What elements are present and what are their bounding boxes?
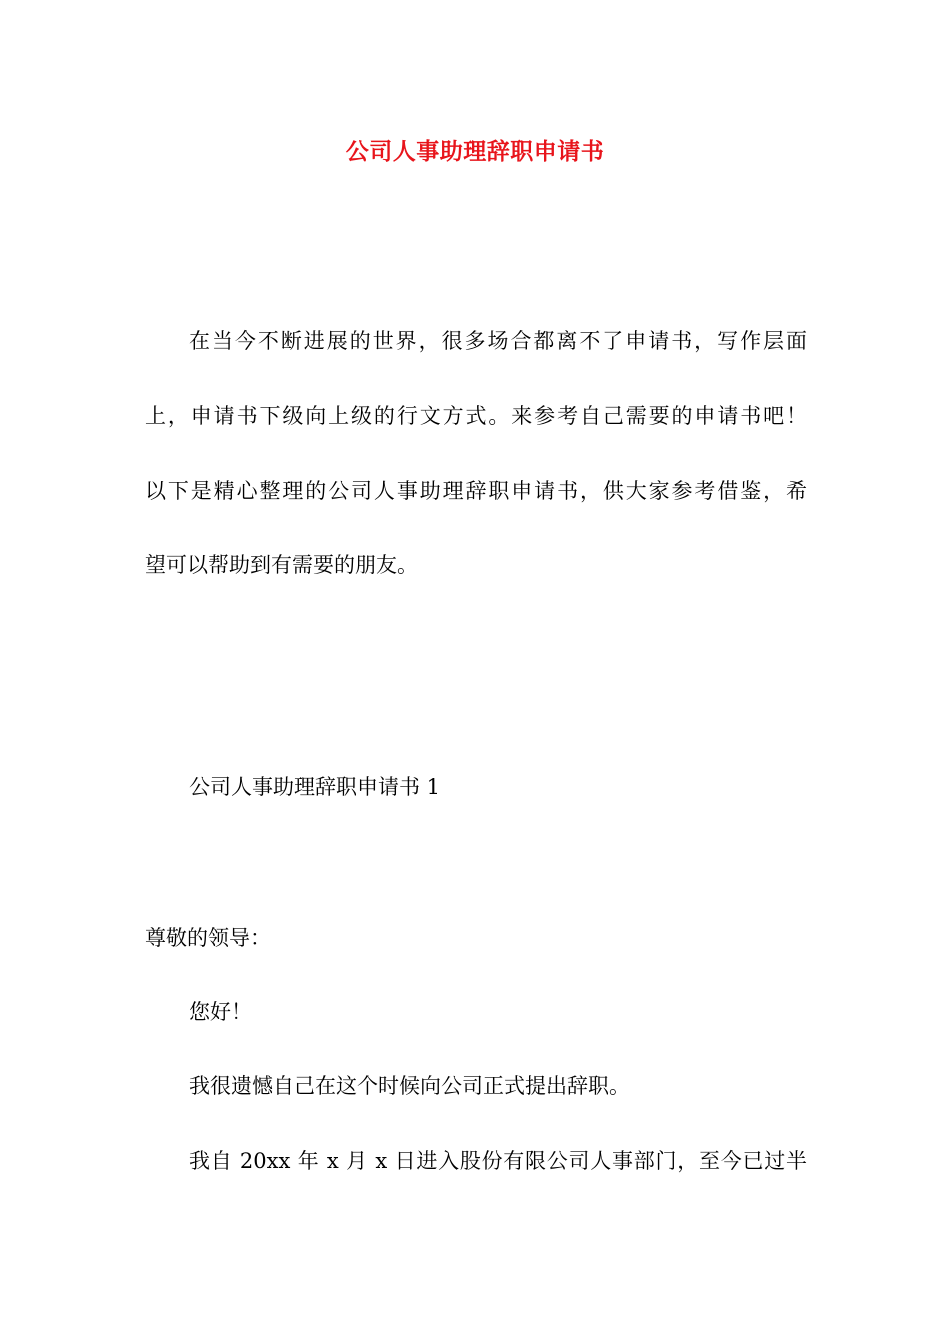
document-title: 公司人事助理辞职申请书 xyxy=(345,138,605,165)
intro-line-4: 望可以帮助到有需要的朋友。 xyxy=(145,553,418,577)
intro-line-3: 以下是精心整理的公司人事助理辞职申请书，供大家参考借鉴，希 xyxy=(145,479,807,503)
body-line-1: 我很遗憾自己在这个时候向公司正式提出辞职。 xyxy=(189,1074,630,1098)
salutation: 尊敬的领导： xyxy=(145,926,271,950)
section-heading: 公司人事助理辞职申请书 1 xyxy=(189,775,441,799)
intro-line-2: 上，申请书下级向上级的行文方式。来参考自己需要的申请书吧！ xyxy=(145,404,807,428)
intro-line-1: 在当今不断进展的世界，很多场合都离不了申请书，写作层面 xyxy=(189,329,807,353)
body-line-2: 我自 20xx 年 x 月 x 日进入股份有限公司人事部门，至今已过半 xyxy=(189,1149,807,1173)
greeting: 您好！ xyxy=(189,1000,252,1024)
